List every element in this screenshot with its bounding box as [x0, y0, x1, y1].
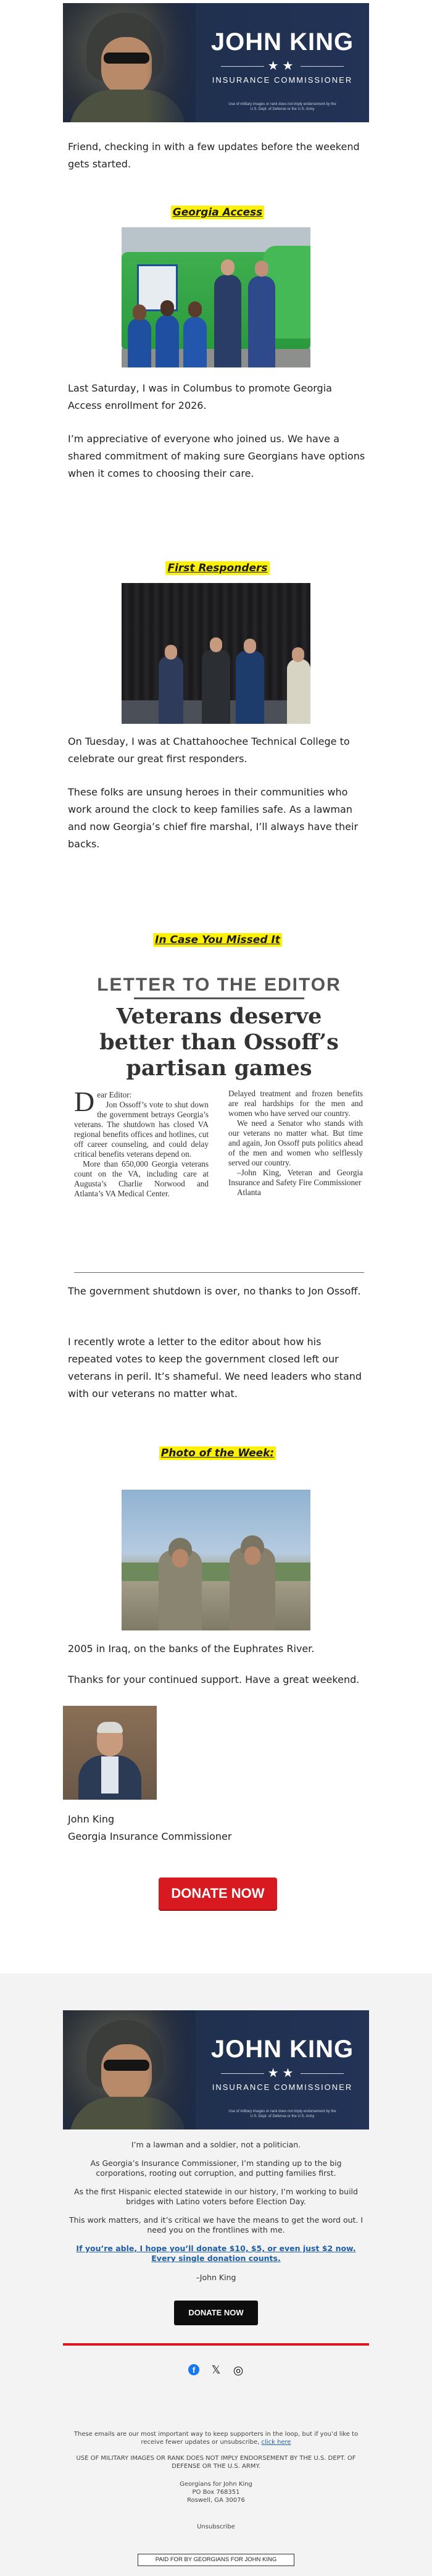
- letter-col1-p3: More than 650,000 Georgia veterans count on the VA, including care at Augusta’s Charlie Norwood and Atlanta’s VA Medical Center.: [74, 1159, 209, 1198]
- footer-line-4: This work matters, and it’s critical we have the means to get the word out. I need you on the frontlines with me.: [69, 2215, 363, 2234]
- first-responders-photo: [122, 583, 310, 724]
- photo-of-week: [122, 1490, 310, 1630]
- paid-for-disclaimer: PAID FOR BY GEORGIANS FOR JOHN KING: [138, 2554, 294, 2566]
- military-disclaimer: USE OF MILITARY IMAGES OR RANK DOES NOT IMPLY ENDORSEMENT BY THE U.S. DEPT. OF DEFENSE OR THE U.S. ARMY.: [76, 2455, 356, 2470]
- john-king-portrait: [63, 1706, 157, 1800]
- missed-p2: I recently wrote a letter to the editor about how his repeated votes to keep the government closed left our veterans in peril. It’s shameful. We need leaders who stand with our veterans no matter what.: [68, 1336, 362, 1399]
- footer-line-3: As the first Hispanic elected statewide in our history, I’m working to build bridges with Latino voters before Election Day.: [74, 2187, 358, 2206]
- address-line-1: Georgians for John King: [180, 2481, 252, 2488]
- banner-photo: [63, 3, 196, 122]
- letter-salutation: ear Editor:: [97, 1090, 132, 1099]
- footer-sign: –John King: [196, 2273, 236, 2282]
- click-here-link[interactable]: click here: [261, 2439, 291, 2446]
- letter-headline: Veterans deserve better than Ossoff’s partisan games: [99, 1004, 339, 1081]
- photo-week-heading: Photo of the Week:: [68, 1447, 367, 1459]
- letter-col2-p1: Delayed treatment and frozen benefits are real hardships for the men and women who have served our country.: [228, 1089, 363, 1118]
- footer-ask: [68, 2244, 364, 2263]
- footer-line-1: I’m a lawman and a soldier, not a politician.: [131, 2140, 301, 2149]
- footer-banner: [63, 2010, 369, 2129]
- first-responders-heading: First Responders: [68, 562, 367, 574]
- banner-name: JOHN KING: [210, 28, 354, 56]
- signature-title: Georgia Insurance Commissioner: [68, 1831, 232, 1842]
- photo-week-thanks: Thanks for your continued support. Have a great weekend.: [68, 1674, 360, 1685]
- address-line-3: Roswell, GA 30076: [187, 2497, 245, 2504]
- footer-red-divider: [63, 2343, 369, 2346]
- header-banner: [63, 3, 369, 122]
- intro-text: Friend, checking in with a few updates before the weekend gets started.: [68, 141, 360, 170]
- footer-banner-stars: ★★: [196, 2066, 369, 2079]
- signature-name: John King: [68, 1813, 115, 1825]
- missed-p1: The government shutdown is over, no thanks to Jon Ossoff.: [68, 1285, 361, 1297]
- letter-column-1: [74, 1086, 209, 1199]
- georgia-access-photo: [122, 227, 310, 367]
- missed-heading: In Case You Missed It: [68, 934, 367, 946]
- georgia-access-heading: Georgia Access: [68, 206, 367, 219]
- first-responders-p2: These folks are unsung heroes in their communities who work around the clock to keep families safe. As a lawman and now Georgia’s chief fire marshal, I’ll always have their backs.: [68, 786, 359, 850]
- footer-donate-now-button[interactable]: DONATE NOW: [174, 2301, 258, 2325]
- letter-col2-p2: We need a Senator who stands with our veterans no matter what. But time and again, Jon Ossoff puts politics ahead of the men and women who selflessly served our country.: [228, 1118, 363, 1167]
- donate-now-button[interactable]: DONATE NOW: [159, 1877, 277, 1910]
- letter-city: Atlanta: [237, 1188, 261, 1197]
- letter-to-editor-clipping: [74, 973, 364, 1275]
- letter-drop-cap: D: [74, 1086, 95, 1117]
- georgia-access-p1: Last Saturday, I was in Columbus to promote Georgia Access enrollment for 2026.: [68, 382, 332, 411]
- footer-banner-disclaimer-2: U.S. Dept. of Defense or the U.S. Army: [250, 2115, 315, 2118]
- footer-banner-disclaimer-1: Use of military images or rank does not imply endorsement by the: [228, 2110, 336, 2113]
- letter-signature: –John King, Veteran and Georgia Insurance and Safety Fire Commissioner: [228, 1168, 363, 1187]
- facebook-glyph: f: [192, 2365, 196, 2375]
- donate-ask-link[interactable]: If you’re able, I hope you’ll donate $10, $5, or even just $2 now. Every single donation counts.: [76, 2244, 356, 2263]
- footer-banner-photo: [63, 2010, 196, 2129]
- email-preferences-text: [68, 2430, 364, 2446]
- georgia-access-p2: I’m appreciative of everyone who joined us. We have a shared commitment of making sure Georgians have options when it comes to choosing their care.: [68, 433, 365, 479]
- email-preferences-copy: These emails are our most important way to keep supporters in the loop, but if you’d like to receive fewer updates or unsubscribe,: [73, 2431, 359, 2446]
- x-icon[interactable]: 𝕏: [211, 2364, 221, 2377]
- instagram-icon[interactable]: ◎: [233, 2364, 244, 2377]
- banner-stars: ★★: [196, 59, 369, 72]
- address-line-2: PO Box 768351: [192, 2489, 240, 2496]
- letter-column-2: [228, 1089, 363, 1198]
- facebook-icon[interactable]: [187, 2364, 201, 2377]
- banner-disclaimer-1: Use of military images or rank does not imply endorsement by the: [228, 103, 336, 106]
- letter-col1-p2: Jon Ossoff’s vote to shut down the government betrays Georgia’s veterans. The shutdown has closed VA regional benefits offices and hotlines, cut off career counseling, and could delay critical benefits veterans depend on.: [74, 1100, 209, 1159]
- footer-banner-office: INSURANCE COMMISSIONER: [212, 2083, 353, 2092]
- unsubscribe-link[interactable]: Unsubscribe: [197, 2524, 235, 2530]
- photo-week-caption: 2005 in Iraq, on the banks of the Euphrates River.: [68, 1643, 315, 1655]
- first-responders-p1: On Tuesday, I was at Chattahoochee Technical College to celebrate our great first responders.: [68, 736, 350, 765]
- banner-office: INSURANCE COMMISSIONER: [212, 75, 353, 85]
- footer-line-2: As Georgia’s Insurance Commissioner, I’m standing up to the big corporations, rooting out corruption, and putting families first.: [90, 2159, 342, 2178]
- banner-disclaimer-2: U.S. Dept. of Defense or the U.S. Army: [250, 107, 315, 111]
- footer-banner-name: JOHN KING: [210, 2036, 354, 2063]
- letter-kicker: LETTER TO THE EDITOR: [97, 975, 341, 995]
